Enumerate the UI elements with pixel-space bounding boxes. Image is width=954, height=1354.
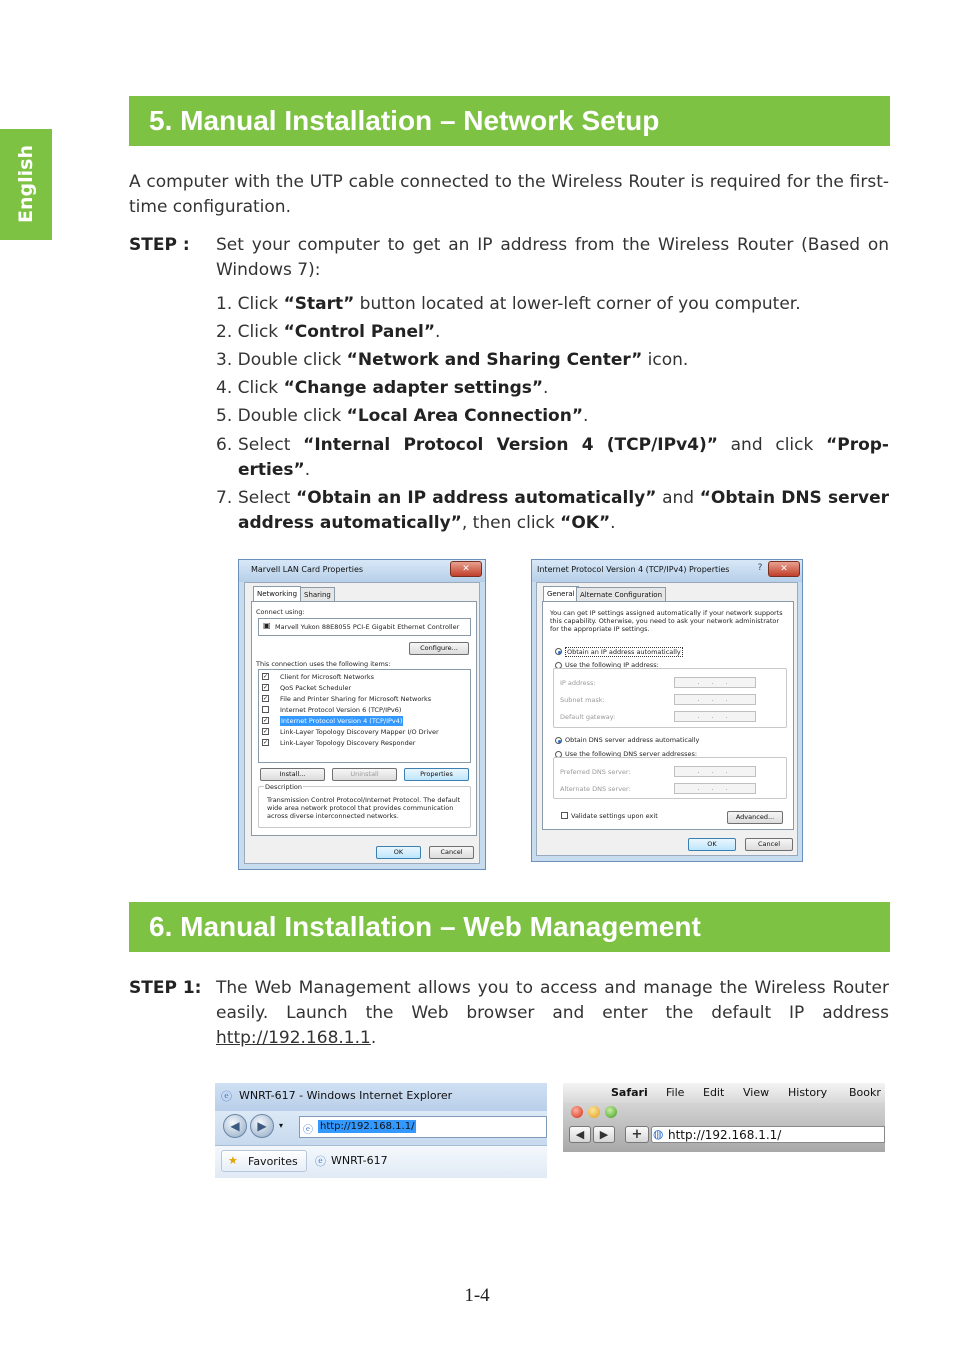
install-button[interactable]: Install... bbox=[260, 768, 325, 781]
language-label: English bbox=[15, 145, 37, 223]
uninstall-button[interactable]: Uninstall bbox=[332, 768, 397, 781]
list-item: 2. Click “Control Panel”. bbox=[216, 322, 441, 342]
obtain-dns-radio[interactable] bbox=[555, 737, 562, 744]
advanced-button[interactable]: Advanced... bbox=[727, 811, 783, 824]
page-icon: ⓔ bbox=[303, 1125, 313, 1136]
ip-address-field[interactable]: . . . bbox=[674, 677, 756, 688]
checkbox[interactable]: ✓ bbox=[263, 728, 269, 735]
section-6-title: 6. Manual Installation – Web Management bbox=[149, 911, 701, 942]
properties-button[interactable]: Properties bbox=[404, 768, 469, 781]
menu-view[interactable]: View bbox=[743, 1086, 770, 1099]
section-5-intro: A computer with the UTP cable connected to the Wireless Router is required for the first-time configuration. bbox=[129, 172, 889, 217]
minimize-dot-icon[interactable] bbox=[588, 1106, 600, 1118]
forward-icon[interactable]: ▶ bbox=[250, 1114, 274, 1138]
favorites-button[interactable]: ★ Favorites bbox=[221, 1150, 307, 1172]
cancel-button[interactable]: Cancel bbox=[745, 838, 793, 851]
address-bar[interactable] bbox=[299, 1116, 547, 1138]
ie-tab-label[interactable]: WNRT-617 bbox=[331, 1154, 388, 1167]
step-1-label: STEP 1: bbox=[129, 978, 202, 998]
section-5-header bbox=[129, 96, 890, 146]
star-icon: ★ bbox=[228, 1154, 238, 1167]
adapter-name: Marvell Yukon 88E8055 PCI-E Gigabit Ethernet Controller bbox=[275, 623, 460, 631]
ok-button[interactable]: OK bbox=[688, 838, 736, 851]
close-dot-icon[interactable] bbox=[571, 1106, 583, 1118]
info-text: You can get IP settings assigned automatically if your network supports this capability. Otherwise, you need to ask your network administrator for the appropriate IP settings. bbox=[550, 609, 783, 633]
close-icon[interactable]: ✕ bbox=[450, 561, 482, 577]
tab-general[interactable]: General bbox=[543, 586, 579, 602]
ok-button[interactable]: OK bbox=[376, 846, 421, 859]
back-icon[interactable]: ◀ bbox=[569, 1126, 591, 1143]
address-text: http://192.168.1.1/ bbox=[668, 1128, 782, 1142]
network-card-icon: ▣ bbox=[263, 621, 271, 630]
menu-file[interactable]: File bbox=[666, 1086, 685, 1099]
dialog-title: Marvell LAN Card Properties bbox=[251, 565, 364, 574]
checkbox[interactable]: ✓ bbox=[263, 673, 269, 680]
validate-checkbox[interactable] bbox=[561, 812, 568, 819]
menu-safari[interactable]: Safari bbox=[611, 1086, 648, 1099]
tab-sharing[interactable]: Sharing bbox=[300, 587, 335, 602]
page-number: 1-4 bbox=[464, 1285, 490, 1306]
subnet-mask-field[interactable]: . . . bbox=[674, 694, 756, 705]
step-text: Set your computer to get an IP address from the Wireless Router (Based on Windows 7): bbox=[216, 235, 889, 280]
ie-logo-icon: ⓔ bbox=[221, 1090, 232, 1103]
description-text: Transmission Control Protocol/Internet Protocol. The default wide area network protocol that provides communication across diverse interconnected networks. bbox=[267, 796, 461, 820]
use-dns-label: Use the following DNS server addresses: bbox=[565, 750, 698, 758]
items-label: This connection uses the following items: bbox=[256, 660, 391, 668]
address-text: http://192.168.1.1/ bbox=[320, 1121, 415, 1132]
obtain-ip-radio[interactable] bbox=[555, 648, 562, 655]
menu-edit[interactable]: Edit bbox=[703, 1086, 725, 1099]
ie-window-title: WNRT-617 - Windows Internet Explorer bbox=[239, 1089, 453, 1102]
zoom-dot-icon[interactable] bbox=[605, 1106, 617, 1118]
language-tab bbox=[0, 129, 52, 240]
default-gateway-field[interactable]: . . . bbox=[674, 711, 756, 722]
checkbox[interactable] bbox=[262, 706, 269, 713]
checkbox[interactable]: ✓ bbox=[263, 695, 269, 702]
obtain-ip-label: Obtain an IP address automatically bbox=[567, 648, 681, 656]
checkbox[interactable]: ✓ bbox=[263, 739, 269, 746]
list-item: 5. Double click “Local Area Connection”. bbox=[216, 406, 589, 426]
step-1-text: The Web Management allows you to access and manage the Wireless Router easily. Launch the Web browser and enter the default IP address http://192.168.1.1. bbox=[216, 978, 889, 1048]
cancel-button[interactable]: Cancel bbox=[429, 846, 474, 859]
validate-label: Validate settings upon exit bbox=[571, 812, 658, 820]
list-item: 7. Select “Obtain an IP address automatically” and “Obtain DNS server address automatically”, then click “OK”. bbox=[216, 488, 889, 533]
close-icon[interactable]: ✕ bbox=[768, 561, 800, 577]
list-item: 3. Double click “Network and Sharing Center” icon. bbox=[216, 350, 689, 370]
list-item: 1. Click “Start” button located at lower-left corner of you computer. bbox=[216, 294, 801, 314]
dialog-title: Internet Protocol Version 4 (TCP/IPv4) Properties bbox=[537, 565, 730, 574]
configure-button[interactable]: Configure... bbox=[409, 642, 469, 655]
back-icon[interactable]: ◀ bbox=[223, 1114, 247, 1138]
lan-properties-dialog bbox=[238, 559, 486, 870]
dialog-titlebar bbox=[532, 560, 802, 582]
alternate-dns-field[interactable]: . . . bbox=[674, 783, 756, 794]
checkbox[interactable]: ✓ bbox=[263, 717, 269, 724]
section-6-header bbox=[129, 902, 890, 952]
section-5-title: 5. Manual Installation – Network Setup bbox=[149, 105, 660, 136]
ipv4-properties-dialog: Internet Protocol Version 4 (TCP/IPv4) Properties ? ✕ General Alternate Configuration You can get IP settings assigned automatically if your network supports this capability. Otherwise, you need to ask your network administrator for the appropriate IP settings. Obtain an IP address automatically Use the following IP address: IP address: . . . Subnet mask: . . . Default gateway: . . . Obtain DNS server address automatically Use the following DNS server addresses: Preferred DNS server: . . . Alternate DNS server: . . . Validate settings upon exit Advanced... OK Cancel bbox=[531, 559, 803, 862]
description-group: Description Transmission Control Protocol/Internet Protocol. The default wide area network protocol that provides communication across diverse interconnected networks. bbox=[258, 786, 471, 828]
items-list: ✓ Client for Microsoft Networks ✓ QoS Packet Scheduler ✓ File and Printer Sharing for Microsoft Networks Internet Protocol Version 6 (TCP/IPv6) ✓ Internet Protocol Version 4 (TCP/IPv4) ✓ Link-Layer Topology Discovery Mapper I/O Driver ✓ Link-Layer Topology Discovery Responder bbox=[258, 669, 471, 763]
list-item: 6. Select “Internal Protocol Version 4 (TCP/IPv4)” and click “Prop-erties”. bbox=[216, 435, 889, 480]
list-item: 4. Click “Change adapter settings”. bbox=[216, 378, 549, 398]
tab-page-icon: ⓔ bbox=[315, 1155, 326, 1168]
dropdown-icon[interactable]: ▾ bbox=[279, 1121, 284, 1130]
ie-browser-screenshot bbox=[215, 1083, 547, 1178]
tab-networking[interactable]: Networking bbox=[253, 586, 301, 602]
step-label: STEP : bbox=[129, 235, 190, 255]
preferred-dns-field[interactable]: . . . bbox=[674, 766, 756, 777]
router-url-link[interactable]: http://192.168.1.1 bbox=[216, 1028, 371, 1048]
use-ip-label: Use the following IP address: bbox=[565, 661, 659, 669]
menu-bookmarks[interactable]: Bookr bbox=[849, 1086, 881, 1099]
address-bar[interactable] bbox=[651, 1126, 885, 1143]
connect-using-label: Connect using: bbox=[256, 608, 305, 616]
forward-icon[interactable]: ▶ bbox=[593, 1126, 615, 1143]
checkbox[interactable]: ✓ bbox=[263, 684, 269, 691]
globe-icon: ◍ bbox=[653, 1127, 664, 1141]
adapter-field bbox=[258, 618, 471, 636]
safari-browser-screenshot bbox=[563, 1083, 885, 1152]
obtain-dns-label: Obtain DNS server address automatically bbox=[565, 736, 700, 744]
tab-alternate-configuration[interactable]: Alternate Configuration bbox=[576, 587, 666, 602]
help-icon[interactable]: ? bbox=[757, 563, 763, 573]
dialog-titlebar bbox=[239, 560, 485, 582]
add-bookmark-button[interactable]: + bbox=[625, 1126, 649, 1143]
menu-history[interactable]: History bbox=[788, 1086, 828, 1099]
